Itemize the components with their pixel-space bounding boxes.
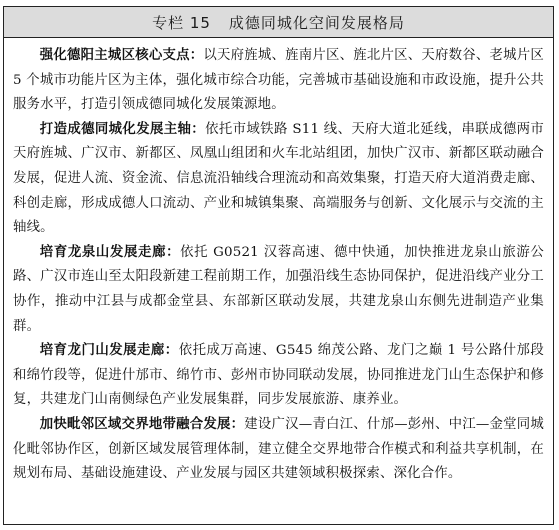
paragraph-lead: 培育龙泉山发展走廊： bbox=[39, 244, 181, 260]
column-title: 成德同城化空间发展格局 bbox=[228, 13, 405, 32]
column-content bbox=[4, 38, 553, 487]
paragraph-lead: 培育龙门山发展走廊： bbox=[39, 343, 179, 359]
column-header bbox=[4, 7, 553, 38]
paragraph-main-city-core bbox=[13, 44, 544, 118]
paragraph-body: 依托 G0521 汉蓉高速、德中快通，加快推进龙泉山旅游公路、广汉市连山至太阳段新建工程前期工作，加强沿线生态协同保护，促进沿线产业分工协作，推动中江县与成都金堂县、东部新区联动发展，共建龙泉山东侧先进制造产业集群。 bbox=[13, 244, 545, 334]
paragraph-longmen-corridor bbox=[13, 339, 544, 413]
paragraph-main-axis bbox=[13, 118, 544, 241]
paragraph-body: 依托市域铁路 S11 线、天府大道北延线，串联成德两市天府旌城、广汉市、新都区、凤凰山组团和火车北站组团，加快广汉市、新都区联动融合发展，促进人流、资金流、信息流沿轴线合理流动和高效集聚，打造天府大道消费走廊、科创走廊，形成成德人口流动、产业和城镇集聚、高端服务与创新、文化展示与交流的主轴线。 bbox=[13, 121, 544, 236]
paragraph-lead: 打造成德同城化发展主轴： bbox=[39, 121, 206, 137]
paragraph-body: 以天府旌城、旌南片区、旌北片区、天府数谷、老城片区 5 个城市功能片区为主体，强化城市综合功能，完善城市基础设施和市政设施，提升公共服务水平，打造引领成德同城化发展策源地。 bbox=[13, 48, 545, 113]
paragraph-body: 建设广汉—青白江、什邡—彭州、中江—金堂同城化毗邻协作区，创新区域发展管理体制，建立健全交界地带合作模式和利益共享机制，在规划布局、基础设施建设、产业发展与园区共建领域积极探索、深化合作。 bbox=[13, 416, 544, 482]
paragraph-lead: 加快毗邻区域交界地带融合发展： bbox=[39, 416, 245, 432]
paragraph-body: 依托成万高速、G545 绵茂公路、龙门之巅 1 号公路什邡段和绵竹段等，促进什邡市、绵竹市、彭州市协同联动发展，协同推进龙门山生态保护和修复，共建龙门山南侧绿色产业发展集群，同步发展旅游、康养业。 bbox=[13, 343, 545, 408]
paragraph-longquan-corridor bbox=[13, 241, 544, 339]
paragraph-lead: 强化德阳主城区核心支点： bbox=[39, 48, 204, 63]
column-box bbox=[3, 6, 554, 525]
paragraph-border-integration bbox=[13, 413, 544, 487]
column-number: 专栏 15 bbox=[152, 13, 211, 32]
